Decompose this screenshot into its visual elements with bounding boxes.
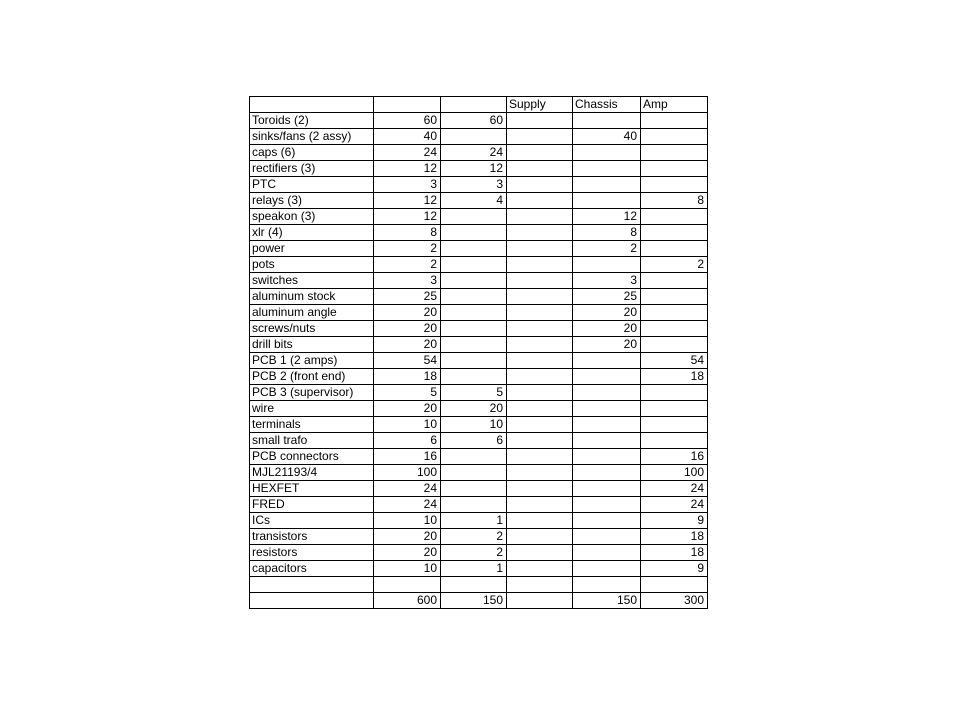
total-cell: 10 — [374, 561, 441, 577]
amp-cell: 9 — [641, 513, 708, 529]
spacer-cell — [507, 481, 573, 497]
table-row — [250, 145, 708, 161]
table-row — [250, 337, 708, 353]
table-row — [250, 305, 708, 321]
total-cell: 12 — [374, 161, 441, 177]
supply-cell — [441, 321, 507, 337]
item-name-cell: small trafo — [250, 433, 374, 449]
item-name-cell: speakon (3) — [250, 209, 374, 225]
chassis-cell — [573, 113, 641, 129]
total-cell: 8 — [374, 225, 441, 241]
supply-cell: 1 — [441, 513, 507, 529]
spacer-cell — [507, 129, 573, 145]
item-name-cell: screws/nuts — [250, 321, 374, 337]
chassis-cell — [573, 177, 641, 193]
item-name-cell: sinks/fans (2 assy) — [250, 129, 374, 145]
spacer-cell — [507, 465, 573, 481]
spacer-cell — [507, 177, 573, 193]
table-row — [250, 385, 708, 401]
supply-cell — [441, 129, 507, 145]
item-name-cell: wire — [250, 401, 374, 417]
item-name-cell: capacitors — [250, 561, 374, 577]
chassis-cell — [573, 481, 641, 497]
spacer-cell — [507, 289, 573, 305]
supply-cell — [441, 449, 507, 465]
table-row — [250, 545, 708, 561]
supply-cell: 24 — [441, 145, 507, 161]
chassis-total-cell: 150 — [573, 593, 641, 609]
spacer-cell — [507, 529, 573, 545]
amp-total-cell: 300 — [641, 593, 708, 609]
chassis-cell — [573, 161, 641, 177]
item-name-cell: ICs — [250, 513, 374, 529]
supply-cell: 4 — [441, 193, 507, 209]
amp-cell — [641, 433, 708, 449]
spacer-cell — [507, 321, 573, 337]
chassis-cell: 20 — [573, 337, 641, 353]
item-name-cell: pots — [250, 257, 374, 273]
item-name-cell: PCB 1 (2 amps) — [250, 353, 374, 369]
total-cell: 24 — [374, 497, 441, 513]
spacer-cell — [507, 273, 573, 289]
item-name-cell: drill bits — [250, 337, 374, 353]
item-name-cell: relays (3) — [250, 193, 374, 209]
amp-cell — [641, 305, 708, 321]
blank-cell — [374, 577, 441, 593]
amp-cell — [641, 241, 708, 257]
chassis-cell — [573, 417, 641, 433]
spacer-cell — [507, 113, 573, 129]
amp-cell — [641, 177, 708, 193]
chassis-cell — [573, 193, 641, 209]
table-row — [250, 401, 708, 417]
item-name-cell: PCB connectors — [250, 449, 374, 465]
table-row — [250, 465, 708, 481]
total-cell: 54 — [374, 353, 441, 369]
supply-cell: 2 — [441, 545, 507, 561]
supply-cell — [441, 497, 507, 513]
supply-cell — [441, 305, 507, 321]
totals-row — [250, 593, 708, 609]
supply-total-cell: 150 — [441, 593, 507, 609]
table-row — [250, 193, 708, 209]
item-name-cell: FRED — [250, 497, 374, 513]
table-row — [250, 417, 708, 433]
table-row — [250, 497, 708, 513]
supply-cell — [441, 337, 507, 353]
spacer-cell — [507, 417, 573, 433]
item-name-cell: rectifiers (3) — [250, 161, 374, 177]
supply-cell — [441, 209, 507, 225]
amp-cell: 18 — [641, 369, 708, 385]
supply-cell — [441, 481, 507, 497]
table-row — [250, 225, 708, 241]
amp-cell — [641, 273, 708, 289]
total-cell: 12 — [374, 209, 441, 225]
table-row — [250, 433, 708, 449]
total-cell: 100 — [374, 465, 441, 481]
spacer-cell — [507, 241, 573, 257]
total-cell: 5 — [374, 385, 441, 401]
total-cell: 25 — [374, 289, 441, 305]
supply-cell: 2 — [441, 529, 507, 545]
total-cell: 20 — [374, 321, 441, 337]
header-row — [250, 97, 708, 113]
spacer-cell — [507, 449, 573, 465]
chassis-cell — [573, 497, 641, 513]
spacer-cell — [507, 193, 573, 209]
totals-label-cell — [250, 593, 374, 609]
spacer-cell — [507, 353, 573, 369]
table-row — [250, 369, 708, 385]
amp-cell: 2 — [641, 257, 708, 273]
amp-cell — [641, 417, 708, 433]
table-row — [250, 273, 708, 289]
amp-cell — [641, 337, 708, 353]
supply-cell: 60 — [441, 113, 507, 129]
item-name-cell: terminals — [250, 417, 374, 433]
blank-row — [250, 577, 708, 593]
spacer-cell — [507, 209, 573, 225]
supply-cell — [441, 465, 507, 481]
item-name-cell: PCB 2 (front end) — [250, 369, 374, 385]
chassis-cell: 20 — [573, 321, 641, 337]
item-name-cell: switches — [250, 273, 374, 289]
supply-cell — [441, 273, 507, 289]
total-cell: 12 — [374, 193, 441, 209]
amp-cell: 18 — [641, 529, 708, 545]
spacer-total-cell — [507, 593, 573, 609]
supply-cell: 20 — [441, 401, 507, 417]
total-cell: 3 — [374, 177, 441, 193]
chassis-cell: 8 — [573, 225, 641, 241]
total-cell: 16 — [374, 449, 441, 465]
spacer-cell — [507, 257, 573, 273]
item-name-cell: resistors — [250, 545, 374, 561]
table-row — [250, 561, 708, 577]
header-supply: Supply — [507, 97, 573, 113]
total-cell: 60 — [374, 113, 441, 129]
table-row — [250, 289, 708, 305]
total-cell: 24 — [374, 481, 441, 497]
supply-cell — [441, 369, 507, 385]
blank-cell — [641, 577, 708, 593]
item-name-cell: caps (6) — [250, 145, 374, 161]
spacer-cell — [507, 369, 573, 385]
chassis-cell: 2 — [573, 241, 641, 257]
chassis-cell — [573, 513, 641, 529]
cost-table — [249, 96, 708, 609]
chassis-cell — [573, 465, 641, 481]
amp-cell — [641, 385, 708, 401]
header-blank-total — [374, 97, 441, 113]
item-name-cell: aluminum angle — [250, 305, 374, 321]
table-row — [250, 513, 708, 529]
total-cell: 20 — [374, 337, 441, 353]
grand-total-cell: 600 — [374, 593, 441, 609]
blank-cell — [573, 577, 641, 593]
total-cell: 2 — [374, 241, 441, 257]
total-cell: 2 — [374, 257, 441, 273]
chassis-cell — [573, 529, 641, 545]
supply-cell — [441, 241, 507, 257]
spacer-cell — [507, 545, 573, 561]
supply-cell: 5 — [441, 385, 507, 401]
amp-cell — [641, 161, 708, 177]
amp-cell — [641, 321, 708, 337]
total-cell: 40 — [374, 129, 441, 145]
supply-cell: 3 — [441, 177, 507, 193]
total-cell: 10 — [374, 513, 441, 529]
chassis-cell: 40 — [573, 129, 641, 145]
header-blank-item — [250, 97, 374, 113]
supply-cell — [441, 289, 507, 305]
item-name-cell: aluminum stock — [250, 289, 374, 305]
spacer-cell — [507, 433, 573, 449]
amp-cell — [641, 225, 708, 241]
spacer-cell — [507, 561, 573, 577]
chassis-cell — [573, 401, 641, 417]
supply-cell — [441, 353, 507, 369]
supply-cell — [441, 225, 507, 241]
table-row — [250, 481, 708, 497]
chassis-cell: 3 — [573, 273, 641, 289]
blank-cell — [250, 577, 374, 593]
item-name-cell: Toroids (2) — [250, 113, 374, 129]
chassis-cell — [573, 561, 641, 577]
amp-cell: 8 — [641, 193, 708, 209]
chassis-cell — [573, 353, 641, 369]
item-name-cell: power — [250, 241, 374, 257]
amp-cell — [641, 145, 708, 161]
spacer-cell — [507, 305, 573, 321]
spacer-cell — [507, 161, 573, 177]
amp-cell: 54 — [641, 353, 708, 369]
table-row — [250, 241, 708, 257]
spacer-cell — [507, 513, 573, 529]
total-cell: 10 — [374, 417, 441, 433]
spacer-cell — [507, 225, 573, 241]
table-row — [250, 529, 708, 545]
amp-cell: 16 — [641, 449, 708, 465]
spacer-cell — [507, 401, 573, 417]
chassis-cell — [573, 257, 641, 273]
chassis-cell — [573, 369, 641, 385]
amp-cell: 100 — [641, 465, 708, 481]
header-blank-spacer — [441, 97, 507, 113]
spacer-cell — [507, 385, 573, 401]
blank-cell — [441, 577, 507, 593]
item-name-cell: PCB 3 (supervisor) — [250, 385, 374, 401]
supply-cell: 12 — [441, 161, 507, 177]
table-row — [250, 257, 708, 273]
amp-cell — [641, 289, 708, 305]
table-row — [250, 209, 708, 225]
total-cell: 6 — [374, 433, 441, 449]
supply-cell: 6 — [441, 433, 507, 449]
amp-cell — [641, 129, 708, 145]
header-chassis: Chassis — [573, 97, 641, 113]
table-row — [250, 161, 708, 177]
blank-cell — [507, 577, 573, 593]
amp-cell — [641, 209, 708, 225]
chassis-cell — [573, 145, 641, 161]
amp-cell — [641, 113, 708, 129]
header-amp: Amp — [641, 97, 708, 113]
table-row — [250, 129, 708, 145]
amp-cell: 24 — [641, 481, 708, 497]
chassis-cell: 25 — [573, 289, 641, 305]
total-cell: 18 — [374, 369, 441, 385]
table-row — [250, 449, 708, 465]
spacer-cell — [507, 497, 573, 513]
chassis-cell: 20 — [573, 305, 641, 321]
chassis-cell: 12 — [573, 209, 641, 225]
item-name-cell: transistors — [250, 529, 374, 545]
table-row — [250, 113, 708, 129]
chassis-cell — [573, 545, 641, 561]
table-row — [250, 177, 708, 193]
table-row — [250, 321, 708, 337]
supply-cell: 1 — [441, 561, 507, 577]
amp-cell: 24 — [641, 497, 708, 513]
table-row — [250, 353, 708, 369]
total-cell: 20 — [374, 401, 441, 417]
item-name-cell: HEXFET — [250, 481, 374, 497]
total-cell: 20 — [374, 305, 441, 321]
item-name-cell: xlr (4) — [250, 225, 374, 241]
supply-cell: 10 — [441, 417, 507, 433]
total-cell: 3 — [374, 273, 441, 289]
total-cell: 20 — [374, 529, 441, 545]
amp-cell: 9 — [641, 561, 708, 577]
chassis-cell — [573, 449, 641, 465]
total-cell: 20 — [374, 545, 441, 561]
amp-cell — [641, 401, 708, 417]
item-name-cell: PTC — [250, 177, 374, 193]
spacer-cell — [507, 145, 573, 161]
chassis-cell — [573, 433, 641, 449]
chassis-cell — [573, 385, 641, 401]
amp-cell: 18 — [641, 545, 708, 561]
item-name-cell: MJL21193/4 — [250, 465, 374, 481]
total-cell: 24 — [374, 145, 441, 161]
spacer-cell — [507, 337, 573, 353]
supply-cell — [441, 257, 507, 273]
